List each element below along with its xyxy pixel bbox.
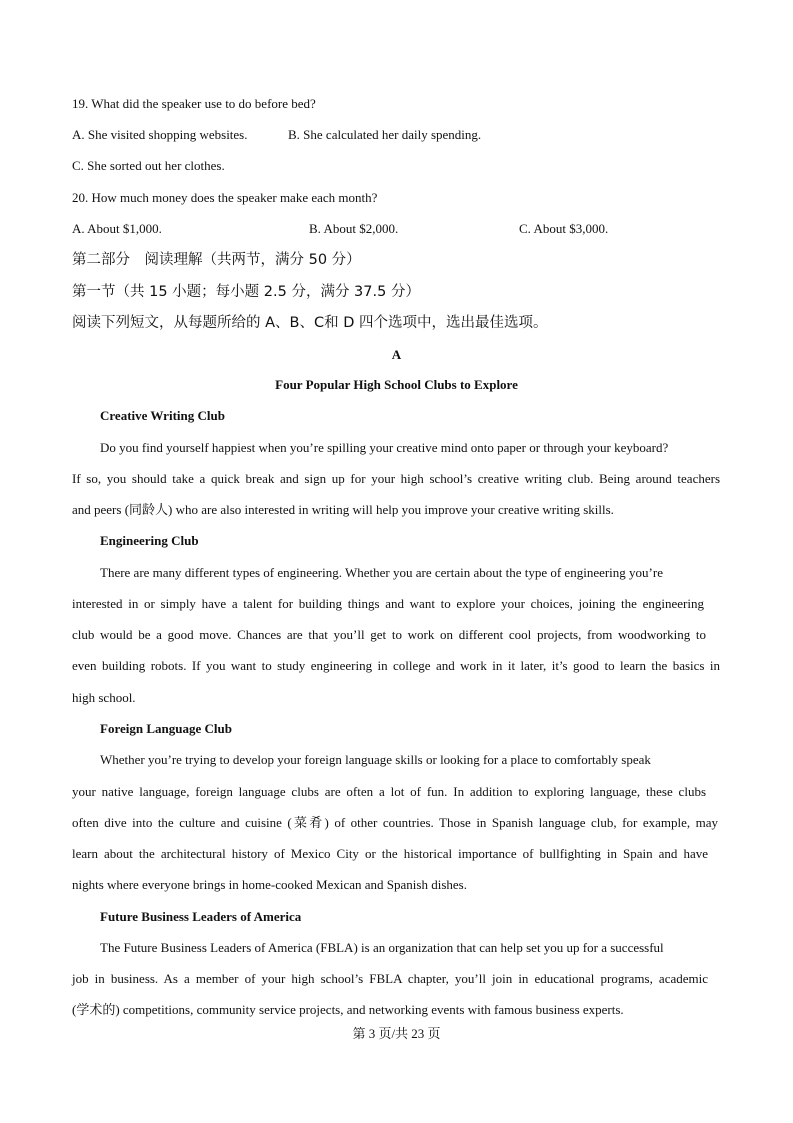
fbla-line-3: (学术的) competitions, community service projects, and networking events with famous business experts. (72, 1002, 624, 1017)
section1-heading: 第一节（共 15 小题；每小题 2.5 分，满分 37.5 分） (72, 284, 420, 300)
q19-option-b: B. She calculated her daily spending. (288, 127, 482, 142)
q20-option-a: A. About $1,000. (72, 221, 162, 236)
engineering-heading: Engineering Club (100, 533, 199, 548)
fbla-heading: Future Business Leaders of America (100, 909, 302, 924)
q20-option-b: B. About $2,000. (309, 221, 399, 236)
engineering-line-1: There are many different types of engineering. Whether you are certain about the type of engineering you’re (100, 565, 663, 580)
engineering-line-2: interested in or simply have a talent for building things and want to explore your choices, joining the engineering (72, 596, 704, 611)
fbla-line-2: job in business. As a member of your high school’s FBLA chapter, you’ll join in educational programs, academic (72, 971, 708, 986)
creative-line-2: If so, you should take a quick break and sign up for your high school’s creative writing club. Being around teachers (72, 471, 720, 486)
creative-line-1: Do you find yourself happiest when you’re spilling your creative mind onto paper or through your keyboard? (100, 440, 669, 455)
question-19: 19. What did the speaker use to do before bed? (72, 96, 316, 111)
passage-label: A (391, 347, 402, 362)
q20-option-c: C. About $3,000. (519, 221, 609, 236)
language-line-3: often dive into the culture and cuisine (菜肴) of other countries. Those in Spanish language club, for example, may (72, 815, 718, 830)
page-footer: 第 3 页/共 23 页 (352, 1026, 441, 1041)
language-line-5: nights where everyone brings in home-cooked Mexican and Spanish dishes. (72, 877, 467, 892)
engineering-line-4: even building robots. If you want to study engineering in college and work in it later, it’s good to learn the basics in (72, 658, 720, 673)
question-20: 20. How much money does the speaker make each month? (72, 190, 378, 205)
passage-title: Four Popular High School Clubs to Explore (275, 377, 518, 392)
language-line-4: learn about the architectural history of Mexico City or the historical importance of bullfighting in Spain and have (72, 846, 708, 861)
q19-option-a: A. She visited shopping websites. (72, 127, 248, 142)
reading-instruction: 阅读下列短文，从每题所给的 A、B、C和 D 四个选项中，选出最佳选项。 (72, 315, 548, 331)
q19-option-c: C. She sorted out her clothes. (72, 158, 225, 173)
engineering-line-3: club would be a good move. Chances are that you’ll get to work on different cool projects, from woodworking to (72, 627, 706, 642)
language-line-2: your native language, foreign language clubs are often a lot of fun. In addition to exploring language, these clubs (72, 784, 706, 799)
creative-line-3: and peers (同龄人) who are also interested in writing will help you improve your creative writing skills. (72, 502, 614, 517)
engineering-line-5: high school. (72, 690, 136, 705)
creative-writing-heading: Creative Writing Club (100, 408, 225, 423)
foreign-language-heading: Foreign Language Club (100, 721, 232, 736)
fbla-line-1: The Future Business Leaders of America (FBLA) is an organization that can help set you up for a successful (100, 940, 664, 955)
part2-heading: 第二部分 阅读理解（共两节，满分 50 分） (72, 252, 361, 268)
language-line-1: Whether you’re trying to develop your foreign language skills or looking for a place to comfortably speak (100, 752, 651, 767)
